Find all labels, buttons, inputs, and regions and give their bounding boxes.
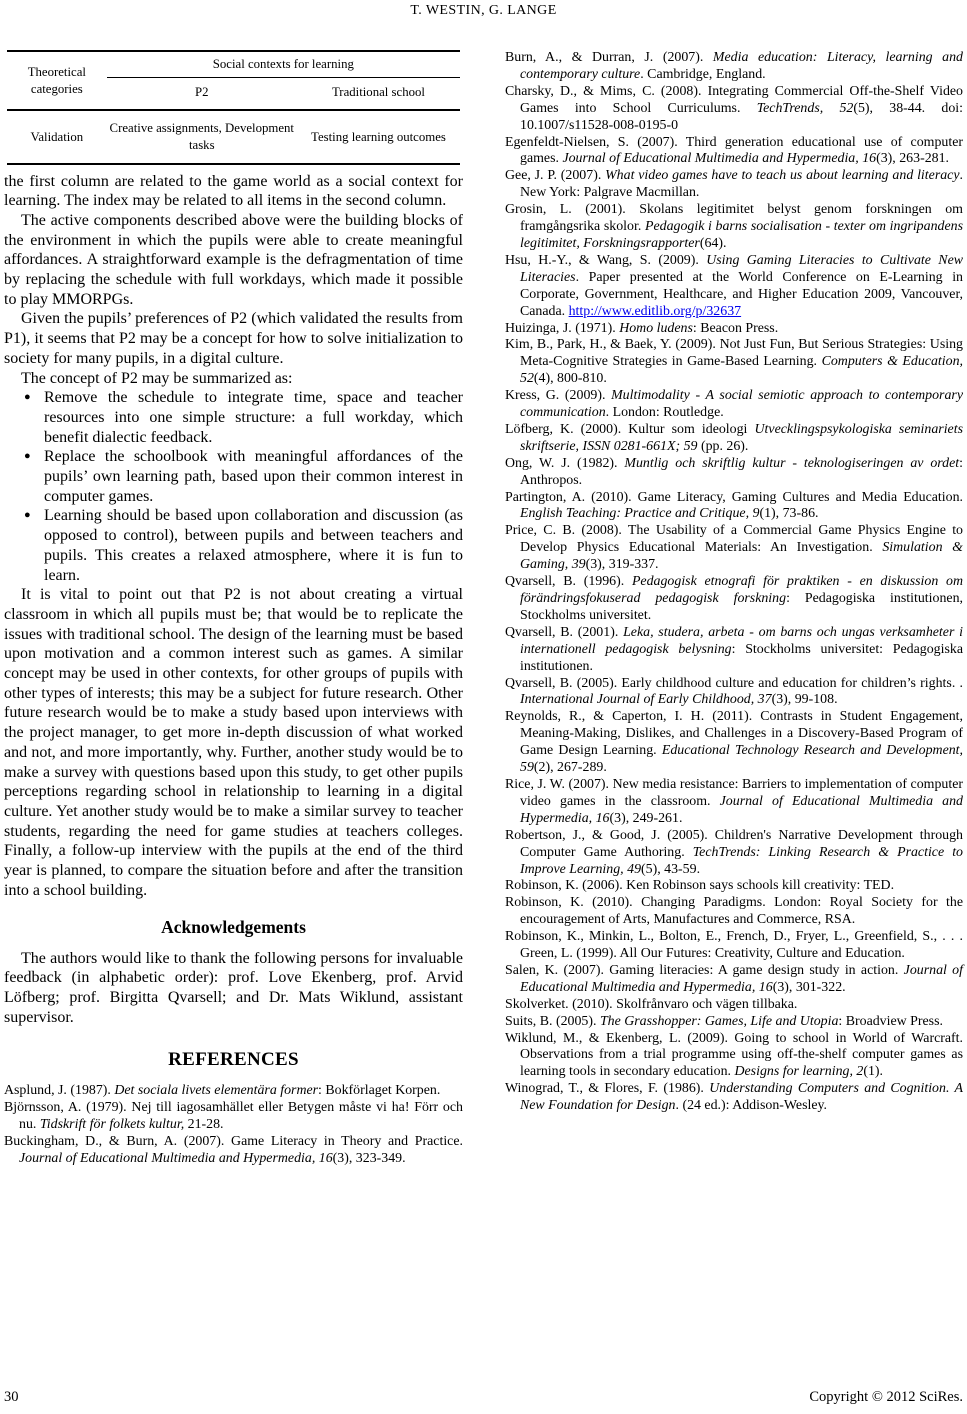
reference-entry: [505, 490, 963, 524]
reference-text: Robinson, K. (2010). Changing Paradigms. London: Royal Society for the encouragement of Arts, Manufactures and Commerce, RSA.: [505, 895, 963, 928]
reference-entry: [505, 388, 963, 422]
reference-text: (1).: [863, 1064, 884, 1080]
bullet-item: [4, 447, 463, 506]
reference-text: (3), 301-322.: [772, 979, 846, 995]
reference-entry: [505, 337, 963, 388]
reference-entry: [505, 895, 963, 929]
table-cell-p2: Creative assignments, Development tasks: [109, 121, 294, 152]
reference-text: Kress, G. (2009).: [505, 388, 612, 404]
reference-text: . Paper presented at the World Conference on E-Learning in Corporate, Government, Healthcare, and Higher Education 2009, Vancouver, Canada.: [520, 269, 963, 319]
reference-text: : Pedagogiska institutionen, Stockholms universitet.: [520, 591, 963, 623]
paragraph: the first column are related to the game world as a social context for learning. The index may be related to all items in the second column.: [4, 172, 463, 210]
reference-text: . Cambridge, England.: [640, 66, 766, 82]
reference-italic-text: Designs for learning, 2: [734, 1064, 864, 1080]
reference-entry: [505, 202, 963, 253]
acknowledgements-heading: Acknowledgements: [161, 916, 306, 937]
reference-text: Kim, B., Park, H., & Baek, Y. (2009). Not Just Fun, But Serious Strategies: Using Meta-Cognitive Strategies in Game-Based Learning.: [505, 337, 963, 370]
reference-text: Skolverket. (2010). Skolfrånvaro och vägen tillbaka.: [505, 996, 798, 1012]
reference-text: (2), 267-289.: [533, 760, 607, 776]
reference-italic-text: Media education: Literacy, learning and contemporary culture: [520, 50, 963, 82]
reference-entry: [505, 625, 963, 676]
reference-entry: [505, 963, 963, 997]
reference-text: : Stockholms universitet: Pedagogiska institutionen.: [520, 641, 963, 674]
reference-italic-text: TechTrends: Linking Research & Practice to Improve Learning, 49: [520, 844, 963, 877]
reference-entry: [505, 50, 963, 84]
bullet-text: Learning should be based upon collaboration and discussion (as opposed to control), between pupils and between teachers and pupils. This creates a relaxed atmosphere, where it is fun to learn.: [44, 507, 463, 584]
reference-text: (4), 800-810.: [533, 371, 607, 387]
reference-entry: [505, 1031, 963, 1082]
reference-text: Winograd, T., & Flores, F. (1986).: [505, 1081, 710, 1097]
reference-entry: [505, 1081, 963, 1115]
reference-text: (3), 99-108.: [771, 692, 838, 708]
bullet-item: [4, 388, 463, 447]
reference-entry: [505, 253, 963, 321]
table-cell-traditional: Testing learning outcomes: [311, 129, 446, 144]
reference-italic-text: Leka, studera, arbeta - om barns och ungas verksamheter i internationell pedagogisk belysning: [520, 624, 963, 657]
reference-text: Charsky, D., & Mims, C. (2008). Integrating Commercial Off-the-Shelf Video Games into School Curriculums.: [505, 83, 963, 116]
reference-text: Björnsson, A. (1979). Nej till iagosamhället eller Betygen måste vi ha! Förr och nu.: [4, 1100, 463, 1133]
reference-text: Gee, J. P. (2007).: [505, 168, 606, 184]
reference-text: Reynolds, R., & Caperton, I. H. (2011). Contrasts in Student Engagement, Meaning-Making, Dislikes, and Challenges in a Discovery-Based Program of Game Design Learning.: [505, 709, 963, 759]
reference-text: (3), 263-281.: [876, 151, 950, 167]
reference-text: Buckingham, D., & Burn, A. (2007). Game Literacy in Theory and Practice.: [4, 1134, 463, 1150]
left-column: [4, 46, 463, 1168]
reference-entry: [505, 777, 963, 828]
reference-text: Löfberg, K. (2000). Kultur som ideologi: [505, 421, 755, 437]
reference-text: : Beacon Press.: [692, 320, 779, 336]
reference-entry: [505, 1014, 963, 1031]
reference-entry: [505, 709, 963, 777]
bullet-item: [4, 506, 463, 585]
reference-text: Qvarsell, B. (1996).: [505, 574, 632, 590]
reference-entry: [505, 456, 963, 490]
reference-text: (5), 38-44. doi: 10.1007/s11528-008-0195-0: [520, 100, 964, 133]
reference-italic-text: Computers & Education, 52: [520, 354, 963, 387]
reference-text: Burn, A., & Durran, J. (2007).: [505, 50, 713, 65]
table-group-header-row: [7, 51, 460, 77]
paragraph: The active components described above were the building blocks of the environment in which the pupils were able to create meaningful affordances. A straightforward example is the defragmentation of time by replacing the schedule with full workdays, which made it possible to play MMORPGs.: [4, 211, 463, 308]
bullet-icon: ●: [24, 450, 31, 463]
left-column-blocks: [4, 172, 463, 1168]
reference-text: (1), 73-86.: [759, 506, 819, 522]
table-col-header-traditional: Traditional school: [297, 77, 460, 110]
reference-text: Partington, A. (2010). Game Literacy, Gaming Cultures and Media Education.: [505, 489, 963, 505]
reference-text: Huizinga, J. (1971).: [505, 320, 620, 336]
reference-italic-text: Pedagogik i barns socialisation - texter om ingripandens legitimitet, Forskningsrapporter: [520, 219, 963, 251]
reference-italic-text: Journal of Educational Multimedia and Hypermedia, 16: [19, 1150, 333, 1166]
reference-italic-text: Homo ludens: [619, 320, 693, 336]
paragraph: It is vital to point out that P2 is not about creating a virtual classroom in which all pupils must be; that would be to replicate the issues with traditional school. The design of the learning must be based upon motivation and a common interest such as games. A similar concept may be used in other contexts, for other groups of pupils with other types of interests; this may be a subject for future research. Other future research would be to make a study based upon interviews with the project manager, to get more in-depth discussion of what worked and not, and more importantly, why. Further, another study would be to make a survey with questions based upon this study, to get other pupils perceptions regarding school in relationship to learning in a digital culture. Yet another study would be to make a similar survey to teacher students, regarding the need for game studies at teachers colleges. Finally, a follow-up interview with the pupils at the end of the third year is planned, to compare the situation before and after the transition into a school building.: [4, 586, 463, 899]
reference-text: Wiklund, M., & Ekenberg, L. (2009). Going to school in World of Warcraft. Observations from a trial programme using off-the-shelf computer games as learning tools in secondary education.: [505, 1030, 963, 1080]
page-number: 30: [4, 1389, 19, 1405]
reference-italic-text: Journal of Educational Multimedia and Hypermedia, 16: [520, 793, 964, 826]
reference-entry: [505, 828, 963, 879]
reference-text: Egenfeldt-Nielsen, S. (2007). Third generation educational use of computer games.: [505, 134, 963, 167]
reference-text: : Broadview Press.: [838, 1013, 943, 1029]
reference-entry: [505, 997, 963, 1014]
reference-text: Grosin, L. (2001). Skolans legitimitet belyst genom forskningen om framgångsrika skolor.: [505, 202, 963, 235]
right-column: [505, 50, 963, 1115]
reference-italic-text: Pedagogisk etnografi för praktiken - en diskussion om förändringsfokuserad pedagogisk forskning: [520, 574, 963, 606]
paragraph: The concept of P2 may be summarized as:: [21, 369, 293, 387]
bullet-text: Remove the schedule to integrate time, space and teacher resources into one simple structure: a full workday, which benefit dialectic feedback.: [44, 389, 463, 446]
reference-text: (pp. 26).: [697, 438, 749, 454]
paragraph: The authors would like to thank the following persons for invaluable feedback (in alphabetic order): prof. Love Ekenberg, prof. Arvid Löfberg; prof. Birgitta Qvarsell; and Dr. Mats Wiklund, assistant supervisor.: [4, 949, 463, 1026]
reference-italic-text: Det sociala livets elementära former: [114, 1083, 319, 1099]
reference-text: (3), 319-337.: [585, 557, 659, 573]
reference-entry: [4, 1134, 463, 1168]
reference-entry: [505, 135, 963, 169]
reference-text: Rice, J. W. (2007). New media resistance: Barriers to implementation of computer video games in the classroom.: [505, 776, 963, 809]
reference-text: Qvarsell, B. (2005). Early childhood culture and education for children’s rights. .: [505, 675, 963, 691]
reference-entry: [4, 1100, 463, 1134]
running-head: T. WESTIN, G. LANGE: [410, 3, 557, 18]
reference-italic-text: Tidskrift för folkets kultur,: [39, 1117, 185, 1133]
reference-entry: [505, 523, 963, 574]
reference-text: Robinson, K. (2006). Ken Robinson says schools kill creativity: TED.: [505, 878, 895, 894]
copyright-notice: Copyright © 2012 SciRes.: [809, 1389, 963, 1405]
reference-entry: [4, 1083, 463, 1100]
bullet-icon: ●: [24, 391, 31, 404]
reference-text: 21-28.: [184, 1117, 224, 1133]
reference-text: : Bokförlaget Korpen.: [318, 1083, 441, 1099]
table-group-header-cell: Social contexts for learning: [107, 51, 460, 77]
reference-italic-text: Using Gaming Literacies to Cultivate New Literacies: [520, 252, 963, 285]
reference-italic-text: Multimodality - A social semiotic approach to contemporary communication: [520, 388, 963, 421]
reference-entry: [505, 422, 963, 456]
reference-italic-text: English Teaching: Practice and Critique, 9: [520, 506, 760, 522]
reference-text: . London: Routledge.: [605, 405, 724, 421]
reference-text: . (24 ed.): Addison-Wesley.: [675, 1098, 828, 1114]
reference-italic-text: TechTrends, 52: [756, 100, 854, 116]
reference-entry: [505, 321, 963, 338]
paragraph: Given the pupils’ preferences of P2 (which validated the results from P1), it seems that P2 may be a concept for how to solve initialization to society for many pupils, in a digital culture.: [4, 310, 463, 367]
reference-text: Salen, K. (2007). Gaming literacies: A game design study in action.: [505, 962, 904, 978]
table-row: [7, 110, 460, 163]
reference-text: Price, C. B. (2008). The Usability of a Commercial Game Physics Engine to Develop Physics Educational Materials: An Investigation.: [505, 523, 963, 556]
references-heading: REFERENCES: [168, 1049, 299, 1071]
reference-italic-text: Understanding Computers and Cognition. A New Foundation for Design: [520, 1081, 963, 1114]
reference-text: Suits, B. (2005).: [505, 1013, 600, 1029]
reference-text: : Anthropos.: [520, 455, 963, 488]
reference-text: Hsu, H.-Y., & Wang, S. (2009).: [505, 252, 707, 268]
reference-italic-text: Journal of Educational Multimedia and Hypermedia, 16: [562, 151, 877, 167]
bullet-icon: ●: [24, 509, 31, 522]
reference-text: . New York: Palgrave Macmillan.: [520, 168, 963, 201]
reference-italic-text: The Grasshopper: Games, Life and Utopia: [599, 1013, 839, 1029]
table-cell-label: Validation: [30, 129, 84, 144]
reference-entry: [505, 878, 963, 895]
bullet-text: Replace the schoolbook with meaningful affordances of the pupils’ own learning path, based upon their common interest in computer games.: [44, 448, 463, 505]
reference-entry: [505, 676, 963, 710]
reference-italic-text: Journal of Educational Multimedia and Hypermedia, 16: [520, 962, 963, 995]
theoretical-categories-table: [7, 50, 460, 165]
reference-entry: [505, 168, 963, 202]
reference-text: (5), 43-59.: [641, 861, 701, 877]
reference-text: (64).: [699, 235, 727, 251]
reference-link[interactable]: http://www.editlib.org/p/32637: [568, 303, 742, 319]
reference-text: Qvarsell, B. (2001).: [505, 624, 624, 640]
reference-entry: [505, 574, 963, 625]
reference-italic-text: Simulation & Gaming, 39: [520, 540, 963, 573]
reference-text: Robertson, J., & Good, J. (2005). Children's Narrative Development through Computer Game Authoring.: [505, 827, 963, 860]
table-col-header-p2: P2: [107, 77, 297, 110]
reference-entry: [505, 929, 963, 963]
reference-text: Asplund, J. (1987).: [4, 1083, 115, 1099]
reference-italic-text: International Journal of Early Childhood, 37: [520, 692, 772, 708]
reference-text: Ong, W. J. (1982).: [505, 455, 625, 471]
reference-italic-text: Muntlig och skriftlig kultur - teknologiseringen av ordet: [624, 455, 960, 471]
reference-italic-text: Utvecklingspsykologiska seminariets skriftserie, ISSN 0281-661X; 59: [520, 421, 963, 454]
reference-italic-text: What video games have to teach us about learning and literacy: [605, 168, 960, 184]
reference-text: (3), 323-349.: [332, 1150, 406, 1166]
table-row-header-cell: Theoretical categories: [7, 51, 107, 110]
reference-text: Robinson, K., Minkin, L., Bolton, E., French, D., Fryer, L., Greenfield, S., . . . Green, L. (1999). All Our Futures: Creativity, Culture and Education.: [505, 929, 963, 962]
reference-text: (3), 249-261.: [609, 810, 683, 826]
reference-entry: [505, 84, 963, 135]
right-column-blocks: [505, 50, 963, 1115]
reference-italic-text: Educational Technology Research and Development, 59: [520, 743, 964, 776]
